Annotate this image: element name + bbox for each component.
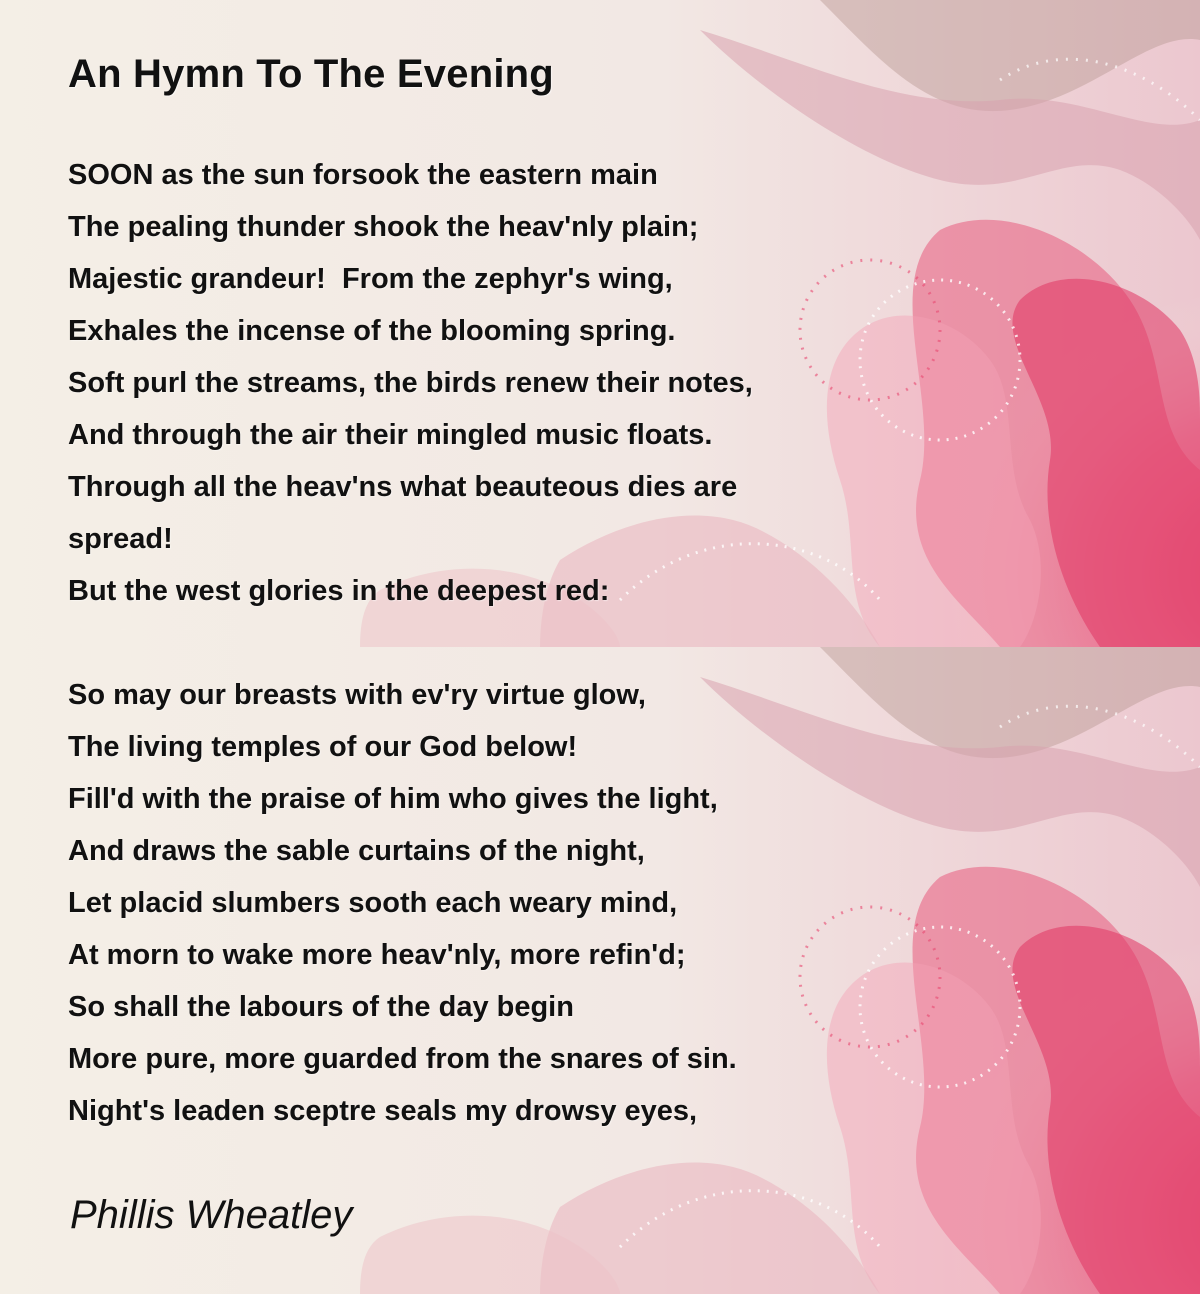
poem-line: Let placid slumbers sooth each weary mind,: [68, 887, 678, 919]
poem-line: More pure, more guarded from the snares of sin.: [68, 1043, 737, 1075]
stanza-2: [68, 669, 737, 1137]
poem-line: And through the air their mingled music floats.: [68, 419, 713, 451]
poem-line: The living temples of our God below!: [68, 731, 578, 763]
poem-line: spread!: [68, 523, 173, 555]
poem-title: An Hymn To The Evening: [68, 52, 554, 96]
poem-line: And draws the sable curtains of the night,: [68, 835, 645, 867]
poem-line: Through all the heav'ns what beauteous dies are: [68, 471, 738, 503]
poem-line: The pealing thunder shook the heav'nly plain;: [68, 211, 699, 243]
poem-line: So shall the labours of the day begin: [68, 991, 574, 1023]
poem-line: But the west glories in the deepest red:: [68, 575, 610, 607]
poem-line: Exhales the incense of the blooming spring.: [68, 315, 676, 347]
poem-line: At morn to wake more heav'nly, more refin'd;: [68, 939, 686, 971]
stanza-1: [68, 149, 753, 617]
poem-line: Soft purl the streams, the birds renew their notes,: [68, 367, 753, 399]
poem-line: Fill'd with the praise of him who gives the light,: [68, 783, 718, 815]
poem-line: SOON as the sun forsook the eastern main: [68, 159, 658, 191]
poem-line: So may our breasts with ev'ry virtue glow,: [68, 679, 646, 711]
poem-line: Night's leaden sceptre seals my drowsy eyes,: [68, 1095, 698, 1127]
poem-line: Majestic grandeur! From the zephyr's wing,: [68, 263, 673, 295]
poem-author: Phillis Wheatley: [70, 1193, 353, 1237]
